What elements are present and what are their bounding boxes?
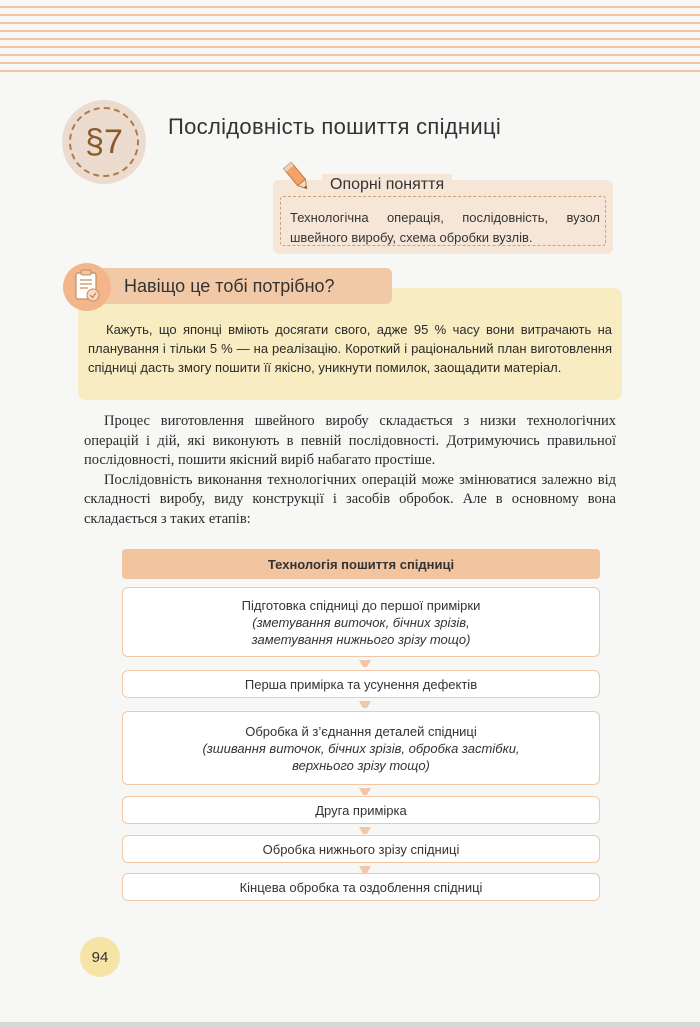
flow-step-note: (зметування виточок, бічних зрізів, — [252, 614, 470, 630]
body-paragraph: Послідовність виконання технологічних операцій може змінюватися залежно від складності виробу, виду конструкції і засобів обробок. Але в основному вона складається з таких етапів: — [84, 471, 616, 527]
flowchart-title: Технологія пошиття спідниці — [122, 549, 600, 579]
flow-step — [122, 835, 600, 863]
flow-step-label: Перша примірка та усунення дефектів — [244, 676, 478, 692]
flow-step — [122, 873, 600, 901]
flow-step-label: Обробка й з’єднання деталей спідниці — [245, 723, 477, 739]
bottom-divider — [0, 1022, 700, 1027]
flow-arrow — [359, 827, 371, 834]
body-paragraph: Процес виготовлення швейного виробу складається з низки технологічних операцій і дій, які виконують в певній послідовності. Дотримуючись правильної послідовності, пошити якісний виріб набагато простіше. — [84, 413, 616, 468]
concepts-heading: Опорні поняття — [322, 174, 452, 196]
flow-arrow — [359, 701, 371, 708]
flow-step — [122, 587, 600, 657]
flow-step-note: верхнього зрізу тощо) — [292, 757, 430, 773]
flow-step — [122, 796, 600, 824]
flow-step-label: Друга примірка — [315, 802, 407, 818]
page-title: Послідовність пошиття спідниці — [168, 114, 502, 139]
flow-step-note: (зшивання виточок, бічних зрізів, обробка застібки, — [202, 740, 520, 756]
pencil-icon — [280, 160, 314, 194]
flow-arrow — [359, 866, 371, 873]
flow-step-note: заметування нижнього зрізу тощо) — [251, 631, 471, 647]
flow-step-label: Кінцева обробка та оздоблення спідниці — [239, 879, 483, 895]
flow-step-label: Підготовка спідниці до першої примірки — [241, 597, 481, 613]
decorative-stripes — [0, 0, 700, 80]
flow-step — [122, 670, 600, 698]
flow-step-label: Обробка нижнього зрізу спідниці — [262, 841, 460, 857]
flow-step — [122, 711, 600, 785]
why-text: Кажуть, що японці вміють досягати свого, адже 95 % часу вони витрачають на планування і тільки 5 % — на реалізацію. Короткий і раціональний план виготовлення спідниці дасть змогу пошити її якісно, уникнути помилок, заощадити матеріал. — [88, 322, 612, 375]
flow-arrow — [359, 660, 371, 667]
why-heading: Навіщо це тобі потрібно? — [124, 276, 335, 296]
page-number: 94 — [80, 937, 120, 977]
body-text — [84, 412, 616, 529]
flow-arrow — [359, 788, 371, 795]
concepts-text: Технологічна операція, послідовність, вузол швейного виробу, схема обробки вузлів. — [290, 210, 600, 245]
section-number: §7 — [69, 107, 139, 177]
clipboard-icon — [62, 262, 112, 312]
section-badge — [62, 100, 146, 184]
